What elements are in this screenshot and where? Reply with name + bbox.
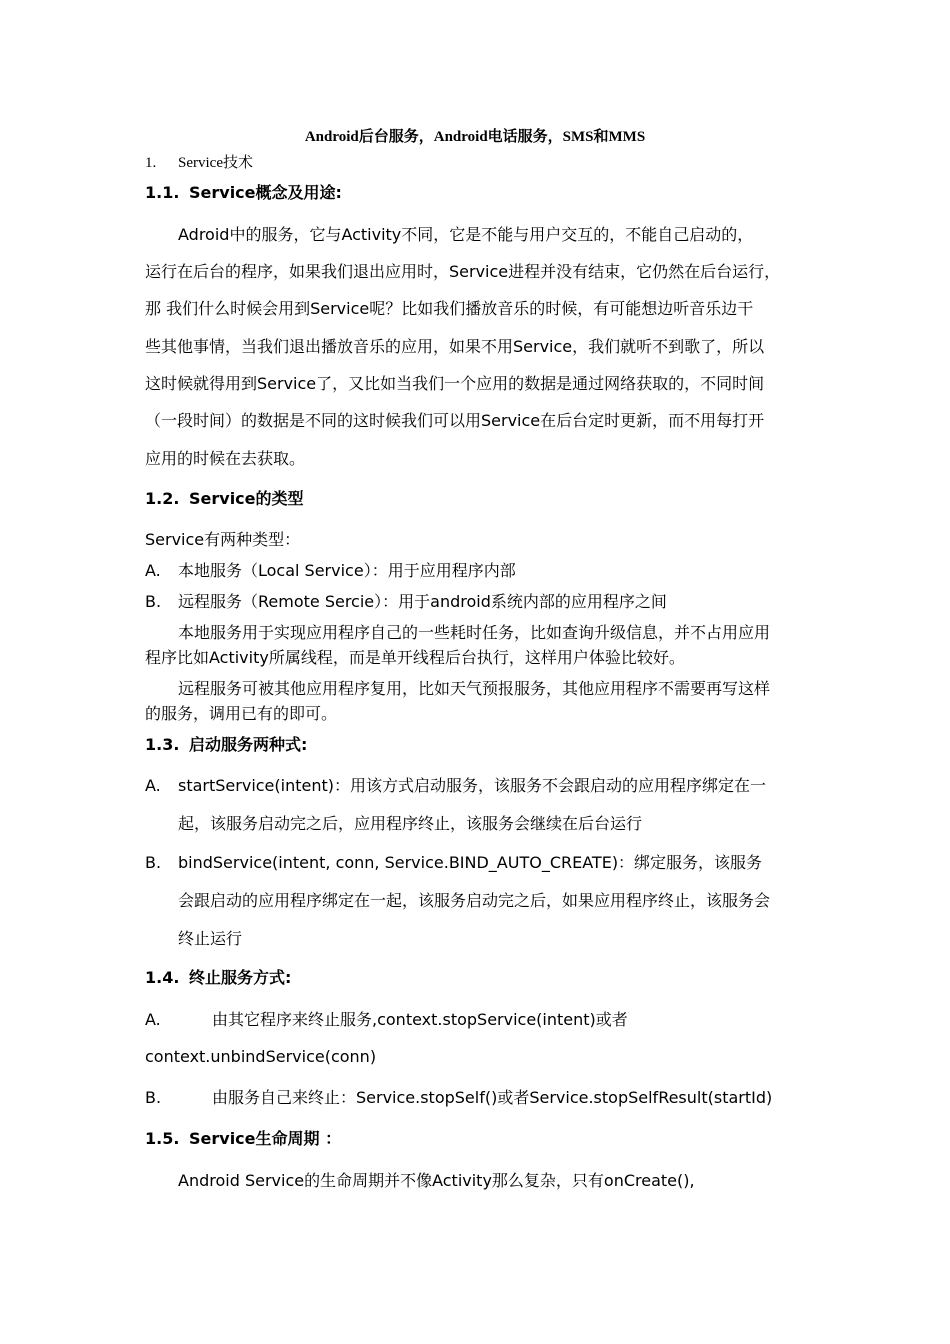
heading-number: 1.3. [145,735,180,754]
paragraph-line: 运行在后台的程序，如果我们退出应用时，Service进程并没有结束，它仍然在后台运行， [145,262,781,281]
paragraph-line: 的服务，调用已有的即可。 [145,704,338,723]
list-item: context.unbindService(conn) [145,1047,377,1066]
paragraph-line: （一段时间）的数据是不同的这时候我们可以用Service在后台定时更新，而不用每打开 [145,411,765,430]
list-item: 起，该服务启动完之后，应用程序终止，该服务会继续在后台运行 [178,814,643,833]
section-title: Service技术 [178,155,253,171]
section-heading: Service生命周期 ： [189,1129,342,1148]
list-item: bindService(intent, conn, Service.BIND_AUTO_CREATE)：绑定服务，该服务 [178,853,763,872]
paragraph-line: 远程服务可被其他应用程序复用，比如天气预报服务，其他应用程序不需要再写这样 [178,679,771,698]
section-heading: 终止服务方式: [189,968,292,987]
list-item: 由服务自己来终止：Service.stopSelf()或者Service.stopSelfResult(startId) [212,1088,773,1107]
paragraph-line: 那 我们什么时候会用到Service呢？比如我们播放音乐的时候，有可能想边听音乐边干 [145,299,754,318]
heading-number: 1.1. [145,183,180,202]
heading-number: 1.4. [145,968,180,987]
list-item: 终止运行 [178,929,243,948]
list-marker: B. [145,853,162,872]
paragraph-line: 程序比如Activity所属线程，而是单开线程后台执行，这样用户体验比较好。 [145,648,685,667]
paragraph-line: 这时候就得用到Service了，又比如当我们一个应用的数据是通过网络获取的，不同时间 [145,374,765,393]
paragraph-line: 些其他事情，当我们退出播放音乐的应用，如果不用Service，我们就听不到歌了，所以 [145,337,765,356]
list-item: 远程服务（Remote Sercie）：用于android系统内部的应用程序之间 [178,592,667,611]
list-marker: A. [145,1010,161,1029]
list-marker: A. [145,561,161,580]
section-number: 1. [145,155,157,171]
paragraph-line: 本地服务用于实现应用程序自己的一些耗时任务，比如查询升级信息，并不占用应用 [178,623,771,642]
section-heading: Service的类型 [189,489,304,508]
list-item: startService(intent)：用该方式启动服务，该服务不会跟启动的应用程序绑定在一 [178,776,767,795]
paragraph-line: Service有两种类型： [145,530,301,549]
list-item: 会跟启动的应用程序绑定在一起，该服务启动完之后，如果应用程序终止，该服务会 [178,891,771,910]
heading-number: 1.2. [145,489,180,508]
heading-number: 1.5. [145,1129,180,1148]
list-item: 由其它程序来终止服务,context.stopService(intent)或者 [212,1010,628,1029]
paragraph-line: Adroid中的服务，它与Activity不同，它是不能与用户交互的，不能自己启动的， [178,225,754,244]
list-marker: B. [145,592,162,611]
document-title: Android后台服务，Android电话服务，SMS和MMS [304,129,646,145]
list-item: 本地服务（Local Service）：用于应用程序内部 [178,561,516,580]
section-heading: 启动服务两种式: [189,735,308,754]
paragraph-line: Android Service的生命周期并不像Activity那么复杂，只有onCreate(), [178,1171,695,1190]
section-heading: Service概念及用途: [189,183,342,202]
list-marker: A. [145,776,161,795]
paragraph-line: 应用的时候在去获取。 [145,449,306,468]
list-marker: B. [145,1088,162,1107]
